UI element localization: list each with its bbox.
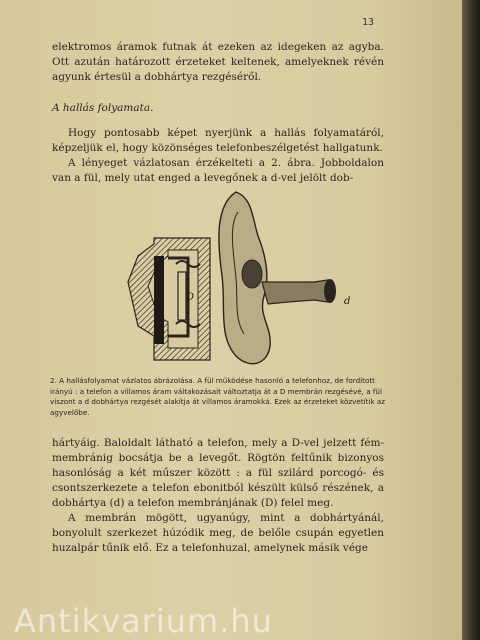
- paragraph-1: elektromos áramok futnak át ezeken az idegeken az agyba. Ott azután határozott érzeteket keltenek, amelyeknek révén agyunk értesül a dobhártya rezgéséről.: [52, 41, 384, 83]
- section-heading: A hallás folyamata.: [52, 102, 154, 114]
- book-spine-edge: [462, 0, 480, 640]
- paragraph-2: Hogy pontosabb képet nyerjünk a hallás folyamatáról, képzeljük el, hogy közönséges telefonbeszélgetést hallgatunk.: [52, 127, 384, 154]
- text-block-middle: [52, 126, 384, 186]
- hearing-process-figure: [118, 186, 368, 374]
- paragraph-4: hártyáig. Baloldalt látható a telefon, mely a D-vel jelzett fém-membránig bocsátja be a levegőt. Rögtön feltűnik bizonyos hasonlóság a két műszer között : a fül szilárd porcogó- és csontszerkezete a telefon ebonitból készült külső részének, a dobhártya (d) a telefon membránjának (D) felel meg.: [52, 437, 384, 509]
- text-block-bottom: [52, 436, 384, 556]
- eardrum-d: [324, 279, 336, 303]
- label-d: d: [344, 296, 351, 307]
- ear-drawing: [219, 192, 336, 364]
- telephone-earpiece-drawing: [128, 238, 210, 360]
- figure-caption: 2. A hallásfolyamat vázlatos ábrázolása. A fül működése hasonló a telefonhoz, de fordított irányú : a telefon a villamos áram váltakozásait változtatja át a D membrán rezgésévé, a fül viszont a d dobhártya rezgését alakítja át villamos áramokká. Ezek az érzeteket közvetítik az agyvelőbe.: [50, 376, 386, 417]
- watermark: Antikvarium.hu: [14, 602, 273, 640]
- page-number: 13: [362, 17, 375, 28]
- paragraph-5: A membrán mögött, ugyanúgy, mint a dobhártyánál, bonyolult szerkezet húzódik meg, de belőle csupán egyetlen huzalpár tűnik elő. Ez a telefonhuzal, amelynek másik vége: [52, 512, 384, 554]
- section-heading-block: [52, 102, 384, 114]
- paragraph-3: A lényeget vázlatosan érzékelteti a 2. ábra. Jobboldalon van a fül, mely utat enged a levegőnek a d-vel jelölt dob-: [52, 157, 384, 184]
- membrane-D: [154, 256, 164, 344]
- text-block-top: [52, 40, 384, 85]
- label-D: D: [186, 292, 195, 303]
